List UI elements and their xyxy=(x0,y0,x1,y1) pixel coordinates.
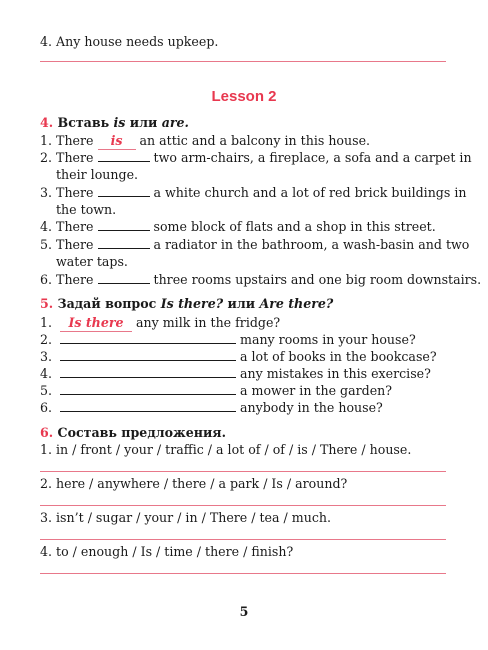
task-4-item-3 xyxy=(40,184,466,201)
item-text: a white church and a lot of red brick buildings in xyxy=(153,185,467,200)
item-text: an attic and a balcony in this house. xyxy=(139,133,371,148)
item-number: 5. xyxy=(40,237,53,252)
item-text: There xyxy=(56,133,94,148)
item-text: There xyxy=(56,272,94,287)
task-6-heading xyxy=(40,425,226,440)
item-text: anybody in the house? xyxy=(240,400,383,415)
task-5-heading xyxy=(40,296,333,311)
item-number: 2. xyxy=(40,332,53,347)
task-instruction: Составь предложения. xyxy=(57,425,226,440)
item-number: 5. xyxy=(40,383,53,398)
task-instruction: Задай вопрос xyxy=(57,296,157,311)
task-number: 4. xyxy=(40,115,54,130)
task-6-item-2: 2. here / anywhere / there / a park / Is / around? xyxy=(40,476,348,491)
item-text: two arm-chairs, a fireplace, a sofa and a carpet in xyxy=(153,150,472,165)
answer-blank[interactable] xyxy=(98,236,150,249)
item-number: 1. xyxy=(40,133,53,148)
answer-blank[interactable] xyxy=(98,218,150,231)
answer-blank[interactable] xyxy=(60,365,236,378)
task-5-item-4 xyxy=(40,365,431,382)
item-text: any milk in the fridge? xyxy=(136,315,281,330)
item-number: 4. xyxy=(40,366,53,381)
previous-item-4: 4. Any house needs upkeep. xyxy=(40,34,219,49)
item-text: There xyxy=(56,219,94,234)
item-number: 3. xyxy=(40,349,53,364)
task-4-item-2 xyxy=(40,149,472,166)
task-4-item-1 xyxy=(40,132,370,150)
task-5-item-5 xyxy=(40,382,392,399)
task-4-item-5-cont: water taps. xyxy=(56,254,128,269)
task-instruction-mid: или xyxy=(227,296,256,311)
task-5-item-1 xyxy=(40,314,280,332)
answer-line[interactable] xyxy=(40,539,446,540)
task-6-item-3: 3. isn’t / sugar / your / in / There / tea / much. xyxy=(40,510,331,525)
task-instruction: Вставь xyxy=(57,115,110,130)
item-text: There xyxy=(56,185,94,200)
item-number: 2. xyxy=(40,150,53,165)
answer-blank[interactable] xyxy=(60,331,236,344)
answer-blank[interactable] xyxy=(60,399,236,412)
task-4-item-2-cont: their lounge. xyxy=(56,167,139,182)
item-text: There xyxy=(56,237,94,252)
answer-blank[interactable] xyxy=(98,271,150,284)
task-6-item-1: 1. in / front / your / traffic / a lot of / of / is / There / house. xyxy=(40,442,412,457)
task-number: 6. xyxy=(40,425,54,440)
task-5-item-3 xyxy=(40,348,437,365)
item-text: a mower in the garden? xyxy=(240,383,393,398)
task-4-heading xyxy=(40,115,189,130)
lesson-title: Lesson 2 xyxy=(211,88,277,105)
answer-blank[interactable]: Is there xyxy=(60,314,132,332)
answer-blank[interactable] xyxy=(60,348,236,361)
page-number: 5 xyxy=(239,604,249,619)
keyword-are: are. xyxy=(161,115,189,130)
answer-line xyxy=(40,61,446,62)
task-4-item-4 xyxy=(40,218,436,235)
keyword-is: is xyxy=(113,115,126,130)
item-text: any mistakes in this exercise? xyxy=(240,366,431,381)
task-instruction-mid: или xyxy=(129,115,158,130)
keyword-are-there: Are there? xyxy=(259,296,334,311)
task-4-item-3-cont: the town. xyxy=(56,202,117,217)
item-number: 6. xyxy=(40,400,53,415)
answer-blank[interactable]: is xyxy=(98,132,136,150)
answer-blank[interactable] xyxy=(98,184,150,197)
item-text: many rooms in your house? xyxy=(240,332,416,347)
item-text: a radiator in the bathroom, a wash-basin and two xyxy=(153,237,470,252)
answer-blank[interactable] xyxy=(60,382,236,395)
task-5-item-2 xyxy=(40,331,416,348)
answer-line[interactable] xyxy=(40,471,446,472)
item-text: There xyxy=(56,150,94,165)
keyword-is-there: Is there? xyxy=(160,296,224,311)
answer-blank[interactable] xyxy=(98,149,150,162)
item-number: 3. xyxy=(40,185,53,200)
task-6-item-4: 4. to / enough / Is / time / there / finish? xyxy=(40,544,294,559)
item-number: 6. xyxy=(40,272,53,287)
item-number: 1. xyxy=(40,315,53,330)
item-text: three rooms upstairs and one big room downstairs. xyxy=(153,272,482,287)
answer-line[interactable] xyxy=(40,573,446,574)
task-4-item-5 xyxy=(40,236,469,253)
answer-line[interactable] xyxy=(40,505,446,506)
task-4-item-6 xyxy=(40,271,481,288)
task-5-item-6 xyxy=(40,399,383,416)
item-number: 4. xyxy=(40,219,53,234)
task-number: 5. xyxy=(40,296,54,311)
item-text: a lot of books in the bookcase? xyxy=(240,349,437,364)
item-text: some block of flats and a shop in this street. xyxy=(153,219,436,234)
